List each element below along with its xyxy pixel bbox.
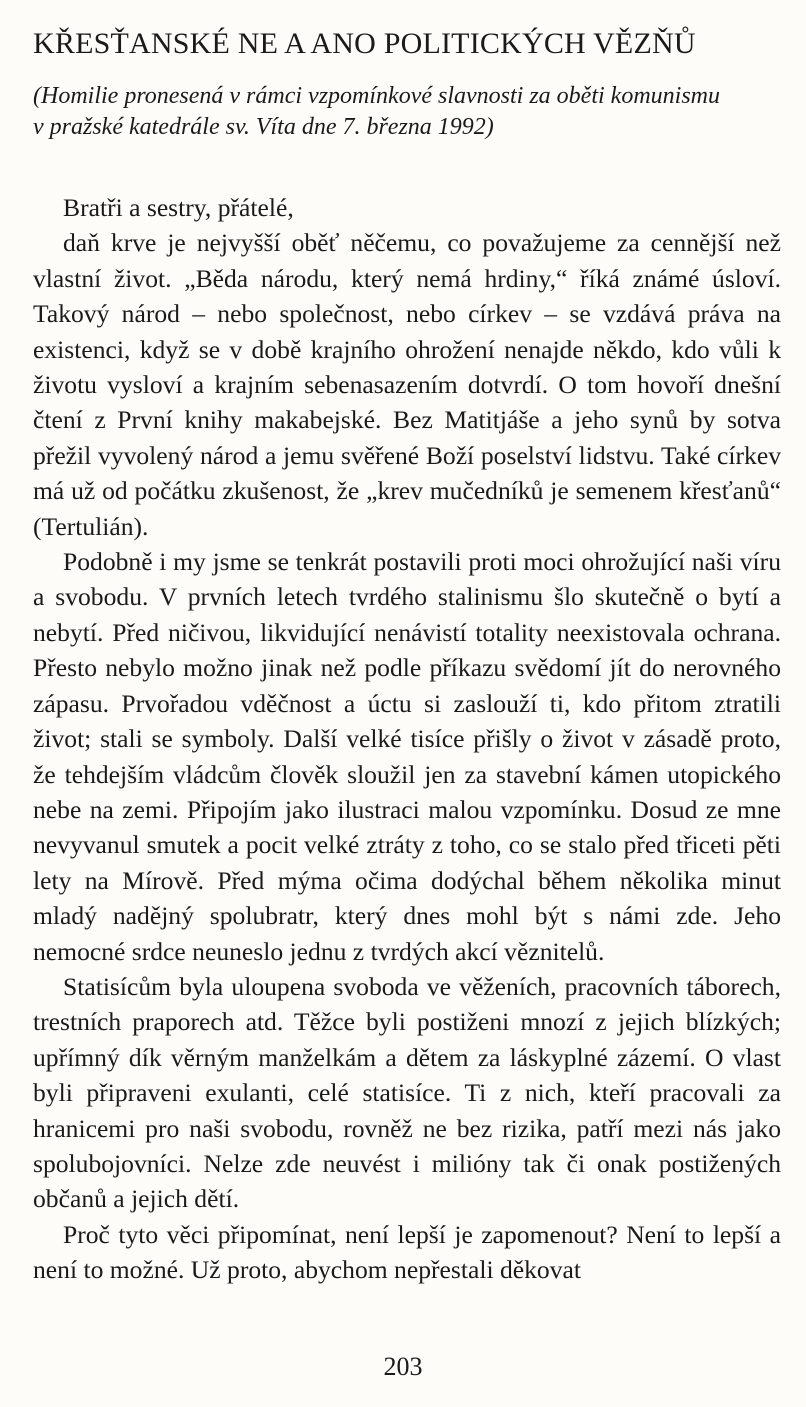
- paragraph: daň krve je nejvyšší oběť něčemu, co považujeme za cennější než vlastní život. „Běda národu, který nemá hrdiny,“ říká známé úsloví. Takový národ – nebo společnost, nebo církev – se vzdává práva na existenci, když se v době krajního ohrožení nenajde někdo, kdo vůli k životu vysloví a krajním sebenasazením dotvrdí. O tom hovoří dnešní čtení z První knihy makabejské. Bez Matitjáše a jeho synů by sotva přežil vyvolený národ a jemu svěřené Boží poselství lidstvu. Také církev má už od počátku zkušenost, že „krev mučedníků je semenem křesťanů“ (Tertulián).: [33, 228, 781, 541]
- paragraph: Statisícům byla uloupena svoboda ve věženích, pracovních táborech, trestních praporech atd. Těžce byli postiženi mnozí z jejich blízkých; upřímný dík věrným manželkám a dětem za láskyplné zázemí. O vlast byli připraveni exulanti, celé statisíce. Ti z nich, kteří pracovali za hranicemi pro naši svobodu, rovněž ne bez rizika, patří mezi nás jako spolubojovníci. Nelze zde neuvést i milióny tak či onak postižených občanů a jejich dětí.: [33, 971, 781, 1214]
- chapter-title: KŘESŤANSKÉ NE A ANO POLITICKÝCH VĚZŇŮ: [33, 27, 696, 60]
- body-text: [33, 190, 781, 1288]
- subtitle-line-1: (Homilie pronesená v rámci vzpomínkové slavnosti za oběti komunismu: [33, 83, 720, 109]
- chapter-subtitle: [33, 81, 793, 143]
- paragraph-greeting: Bratři a sestry, přátelé,: [63, 193, 294, 222]
- paragraph: Proč tyto věci připomínat, není lepší je zapomenout? Není to lepší a není to možné. Už proto, abychom nepřestali děkovat: [33, 1219, 781, 1285]
- subtitle-line-2: v pražské katedrále sv. Víta dne 7. března 1992): [33, 114, 494, 140]
- page-number: 203: [383, 1352, 423, 1381]
- paragraph: Podobně i my jsme se tenkrát postavili proti moci ohrožující naši víru a svobodu. V prvních letech tvrdého stalinismu šlo skutečně o bytí a nebytí. Před ničivou, likvidující nenávistí totality neexistovala ochrana. Přesto nebylo možno jinak než podle příkazu svědomí jít do nerovného zápasu. Prvořadou vděčnost a úctu si zaslouží ti, kdo přitom ztratili život; stali se symboly. Další velké tisíce přišly o život v zásadě proto, že tehdejším vládcům člověk sloužil jen za stavební kámen utopického nebe na zemi. Připojím jako ilustraci malou vzpomínku. Dosud ze mne nevyvanul smutek a pocit velké ztráty z toho, co se stalo před třiceti pěti lety na Mírově. Před mýma očima dodýchal během několika minut mladý nadějný spolubratr, který dnes mohl být s námi zde. Jeho nemocné srdce neuneslo jednu z tvrdých akcí věznitelů.: [33, 547, 781, 966]
